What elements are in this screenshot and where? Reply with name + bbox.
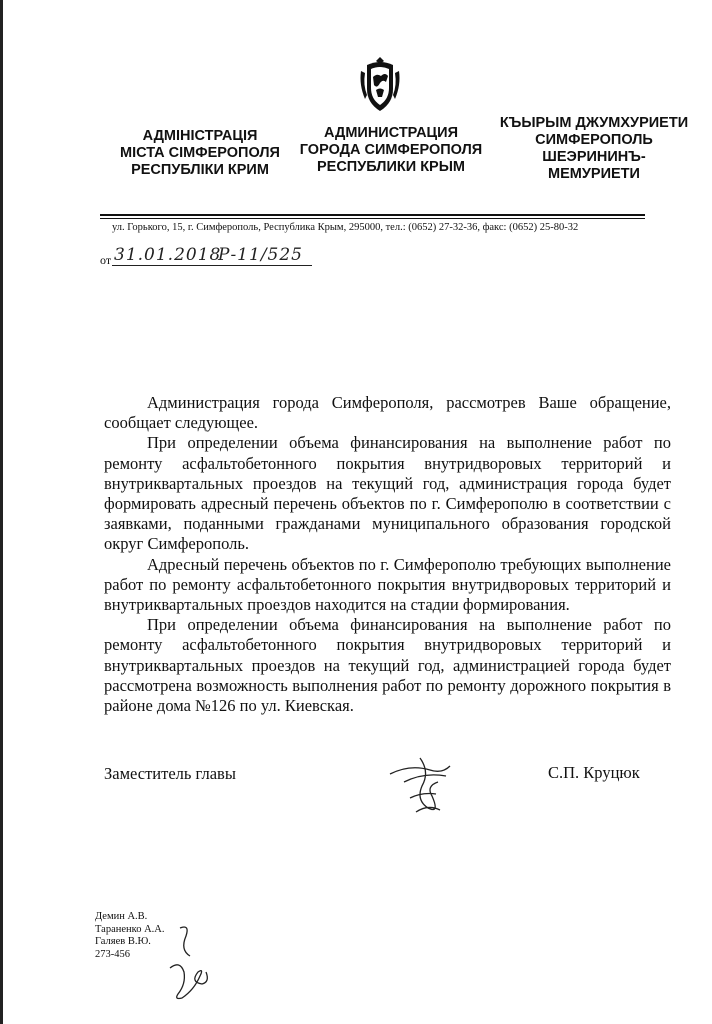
body-paragraph: При определении объема финансирования на выполнение работ по ремонту асфальтобетонного покрытия внутридворовых территорий и внутриквартальных проездов на текущий год, администрацией города будет рассмотрена возможность выполнения работ по ремонту дорожного покрытия в районе дома №126 по ул. Киевская.	[104, 615, 671, 716]
reference-number: Р-11/525	[218, 245, 303, 265]
header-divider-thin	[100, 218, 645, 219]
header-middle-line: РЕСПУБЛИКИ КРЫМ	[316, 159, 465, 175]
header-crimean-tatar	[490, 115, 698, 183]
body-paragraph: При определении объема финансирования на выполнение работ по ремонту асфальтобетонного покрытия внутридворовых территорий и внутриквартальных проездов на текущий год, администрация города будет формировать адресный перечень объектов по г. Симферополю в соответствии с заявками, поданными гражданами муниципального образования городской округ Симферополь.	[104, 433, 671, 554]
coat-of-arms-emblem	[357, 55, 403, 113]
header-left-line: АДМІНІСТРАЦІЯ	[142, 128, 258, 144]
letter-body	[104, 393, 671, 716]
header-right-line: ШЕЭРИНИНЪ-	[542, 149, 646, 165]
executor-line: Тараненко А.А.	[95, 923, 165, 935]
body-paragraph: Адресный перечень объектов по г. Симферополю требующих выполнение работ по ремонту асфальтобетонного покрытия внутридворовых территорий и внутриквартальных проездов находится на стадии формирования.	[104, 554, 671, 615]
body-paragraph: Администрация города Симферополя, рассмотрев Ваше обращение, сообщает следующее.	[104, 393, 671, 433]
reference-date: 31.01.2018	[114, 245, 222, 265]
scan-edge	[0, 0, 3, 1024]
reference-underline	[112, 265, 312, 266]
signer-name: С.П. Круцюк	[548, 763, 640, 782]
header-middle-line: ГОРОДА СИМФЕРОПОЛЯ	[299, 142, 483, 158]
executor-line: Демин А.В.	[95, 911, 148, 922]
executor-line: 273-456	[95, 948, 130, 960]
header-divider-thick	[100, 214, 645, 216]
approval-signature	[150, 920, 220, 1010]
header-right-line: СИМФЕРОПОЛЬ	[535, 132, 653, 148]
signer-title: Заместитель главы	[104, 764, 236, 783]
header-right-line: КЪЫРЫМ ДЖУМХУРИЕТИ	[499, 115, 689, 131]
handwritten-signature	[380, 752, 470, 822]
header-ukrainian	[100, 128, 300, 179]
header-left-line: РЕСПУБЛІКИ КРИМ	[131, 162, 269, 178]
header-right-line: МЕМУРИЕТИ	[548, 166, 640, 182]
reference-prefix: от	[100, 253, 112, 267]
header-russian	[288, 125, 494, 176]
executor-line: Галяев В.Ю.	[95, 936, 151, 947]
address-line: ул. Горького, 15, г. Симферополь, Республика Крым, 295000, тел.: (0652) 27-32-36, факс: (0652) 25-80-32	[112, 222, 579, 233]
header-left-line: МІСТА СІМФЕРОПОЛЯ	[120, 145, 280, 161]
header-middle-line: АДМИНИСТРАЦИЯ	[323, 125, 458, 141]
reference-line	[100, 245, 360, 271]
